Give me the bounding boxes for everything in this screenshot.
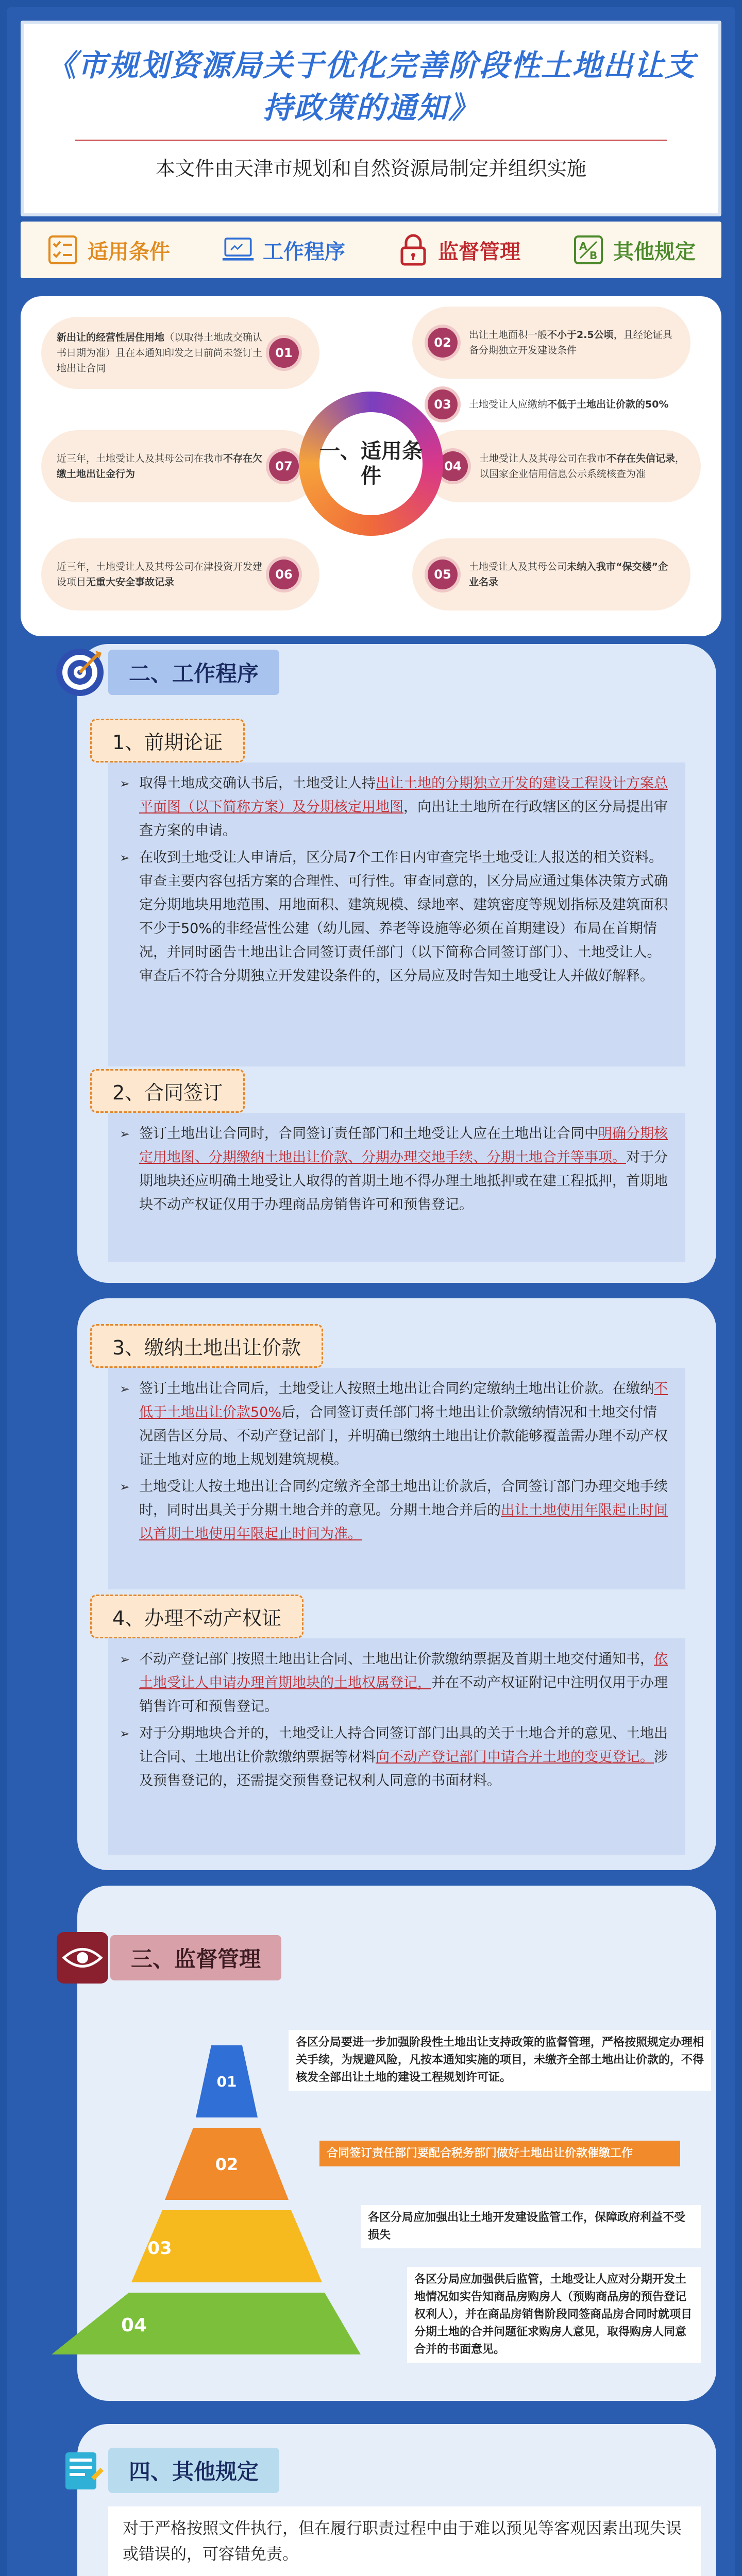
pyramid-text-02: 合同签订责任部门要配合税务部门做好土地出让价款催缴工作 [319,2141,680,2166]
lock-icon [397,233,430,266]
condition-card-03 [412,368,690,440]
target-icon [52,644,108,701]
property-highlight: 依土地受让人申请办理首期地块的土地权属登记， [139,1651,668,1691]
condition-02-text-2: ，且经论证具备分期独立开发建设条件 [469,329,672,356]
pyramid-text-04: 各区分局应加强供后监管，土地受让人应对分期开发土地情况如实告知商品房购房人（预购商品房的预告登记权利人），并在商品房销售阶段同签商品房合同时就项目分期土地的合并问题征求购房人意见，取得购房人同意合并的书面意见。 [407,2267,701,2363]
condition-card-02 [412,307,690,379]
preliminary-paragraph-2: ➢ 在收到土地受让人申请后，区分局7个工作日内审查完毕土地受让人报送的相关资料。审查主要内容包括方案的合理性、可行性。审查同意的，区分局应通过集体决策方式确定分期地块用地范围、用地面积、建筑规模、绿地率、建筑密度等规划指标及建筑面积不少于50%的非经营性公建（幼儿园、养老等设施等必须在首期建设）布局在首期情况，并同时函告土地出让合同签订责任部门（以下简称合同签订部门）、土地受让人。审查后不符合分期独立开发建设条件的，区分局应及时告知土地受让人并做好解释。 [139,846,670,988]
svg-text:A: A [579,240,587,252]
condition-card-06 [41,538,319,611]
nav-label-procedure: 工作程序 [263,240,345,264]
condition-06-text: 近三年，土地受让人及其母公司在津投资开发建设项目 [57,561,263,588]
condition-number-02: 02 [428,328,458,358]
condition-01-text: （以取得土地成交确认书日期为准）且在本通知印发之日前尚未签订土地出让合同 [57,332,263,374]
condition-01-highlight: 新出让的经营性居住用地 [57,332,165,343]
pyramid-number-01: 01 [216,2073,237,2090]
section-nav [21,222,721,278]
svg-text:B: B [589,249,598,262]
pyramid-number-04: 04 [121,2315,147,2336]
condition-card-04 [423,430,701,502]
subsection-payment: 3、缴纳土地出让价款 [90,1324,323,1368]
other-title: 四、其他规定 [108,2448,279,2493]
procedure-header [52,644,279,701]
payment-highlight: 不低于土地出让价款50% [139,1381,668,1420]
checklist-icon [46,233,79,266]
condition-06-highlight: 无重大安全事故记录 [86,577,175,588]
notes-icon [57,2445,108,2496]
contract-text [108,1113,685,1262]
supervision-header [57,1932,281,1984]
nav-item-procedure[interactable] [222,233,345,266]
supervision-title: 三、监督管理 [110,1935,281,1980]
procedure-title: 二、工作程序 [108,650,279,695]
preliminary-text [108,762,685,1066]
ab-icon [572,233,605,266]
pyramid-text-03: 各区分局应加强出让土地开发建设监管工作，保障政府利益不受损失 [361,2205,701,2248]
nav-label-other: 其他规定 [613,240,696,264]
condition-03-highlight: 不低于土地出让价款的50% [547,399,669,410]
eye-icon [57,1932,108,1984]
condition-number-06: 06 [269,560,299,589]
nav-item-other[interactable] [572,233,696,266]
other-header [57,2445,279,2496]
condition-number-05: 05 [428,560,458,589]
condition-07-text: 近三年，土地受让人及其母公司在我市 [57,453,224,464]
conditions-section [21,296,721,636]
pyramid-number-03: 03 [147,2238,172,2259]
preliminary-highlight: 出让土地的分期独立开发的建设工程设计方案总平面图（以下简称方案）及分期核定用地图 [139,775,668,815]
pyramid-level-04 [52,2293,361,2354]
condition-04-text-2: ，以国家企业信用信息公示系统核查为准 [479,453,685,480]
nav-item-conditions[interactable] [46,233,170,266]
condition-02-text: 出让土地面积一般 [469,329,548,341]
condition-number-03: 03 [428,389,458,419]
contract-highlight: 明确分期核定用地图、分期缴纳土地出让价款、分期办理交地手续、分期土地合并等事项。 [139,1126,668,1165]
subsection-property-cert: 4、办理不动产权证 [90,1595,303,1638]
nav-label-supervision: 监督管理 [438,240,520,264]
conditions-center-title: 一、适用条件 [319,412,423,515]
condition-03-text: 土地受让人应缴纳 [469,399,548,410]
contract-paragraph-1: ➢ 签订土地出让合同时，合同签订责任部门和土地受让人应在土地出让合同中明确分期核定用地图、分期缴纳土地出让价款、分期办理交地手续、分期土地合并等事项。对于分期地块还应明确土地受让人取得的首期土地不得办理土地抵押或在建工程抵押，首期地块不动产权证仅用于办理商品房销售许可和预售登记。 [139,1122,670,1217]
payment-paragraph-2: ➢ 土地受让人按土地出让合同约定缴齐全部土地出让价款后，合同签订部门办理交地手续时，同时出具关于分期土地合并的意见。分期土地合并后的出让土地使用年限起止时间以首期土地使用年限起止时间为准。 [139,1475,670,1546]
condition-02-highlight: 不小于2.5公顷 [547,329,614,341]
condition-05-highlight: 未纳入我市“保交楼”企业名录 [469,561,668,588]
title-divider [75,140,667,141]
conditions-center-ring [299,392,443,536]
property-paragraph-1: ➢ 不动产登记部门按照土地出让合同、土地出让价款缴纳票据及首期土地交付通知书，依土地受让人申请办理首期地块的土地权属登记，并在不动产权证附记中注明仅用于办理销售许可和预售登记。 [139,1648,670,1719]
payment-highlight-2: 出让土地使用年限起止时间以首期土地使用年限起止时间为准。 [139,1502,668,1542]
page-title: 《市规划资源局关于优化完善阶段性土地出让支持政策的通知》 [46,48,696,125]
condition-number-01: 01 [269,338,299,368]
other-paragraph-1: 对于严格按照文件执行，但在履行职责过程中由于难以预见等客观因素出现失误或错误的，可容错免责。 [108,2506,701,2576]
property-highlight-2: 向不动产登记部门申请合并土地的变更登记。 [376,1749,654,1765]
nav-item-supervision[interactable] [397,233,520,266]
condition-number-04: 04 [438,451,468,481]
payment-paragraph-1: ➢ 签订土地出让合同后，土地受让人按照土地出让合同约定缴纳土地出让价款。在缴纳不低于土地出让价款50%后，合同签订责任部门将土地出让价款缴纳情况和土地交付情况函告区分局、不动产登记部门，并明确已缴纳土地出让价款能够覆盖需办理不动产权证土地对应的地上规划建筑规模。 [139,1377,670,1472]
property-paragraph-2: ➢ 对于分期地块合并的，土地受让人持合同签订部门出具的关于土地合并的意见、土地出让合同、土地出让价款缴纳票据等材料向不动产登记部门申请合并土地的变更登记。涉及预售登记的，还需提交预售登记权利人同意的书面材料。 [139,1722,670,1793]
laptop-icon [222,233,255,266]
condition-card-01 [41,317,319,389]
condition-07-highlight: 不存在欠缴土地出让金行为 [57,453,263,480]
pyramid-text-01: 各区分局要进一步加强阶段性土地出让支持政策的监督管理，严格按照规定办理相关手续，为规避风险，凡按本通知实施的项目，未缴齐全部土地出让价款的，不得核发全部出让土地的建设工程规划许可证。 [289,2030,711,2091]
condition-card-05 [412,538,690,611]
header [21,21,721,216]
pyramid-number-02: 02 [215,2155,239,2174]
condition-04-highlight: 不存在失信记录 [606,453,676,464]
condition-number-07: 07 [269,451,299,481]
condition-04-text: 土地受让人及其母公司在我市 [479,453,607,464]
nav-label-conditions: 适用条件 [88,240,170,264]
subsection-contract: 2、合同签订 [90,1069,245,1113]
page-subtitle: 本文件由天津市规划和自然资源局制定并组织实施 [155,157,586,180]
condition-05-text: 土地受让人及其母公司 [469,561,567,572]
payment-text [108,1368,685,1589]
condition-card-07 [41,430,319,502]
property-cert-text [108,1638,685,1855]
subsection-preliminary: 1、前期论证 [90,719,245,762]
preliminary-paragraph-1: ➢ 取得土地成交确认书后，土地受让人持出让土地的分期独立开发的建设工程设计方案总平面图（以下简称方案）及分期核定用地图，向出让土地所在行政辖区的区分局提出审查方案的申请。 [139,772,670,843]
